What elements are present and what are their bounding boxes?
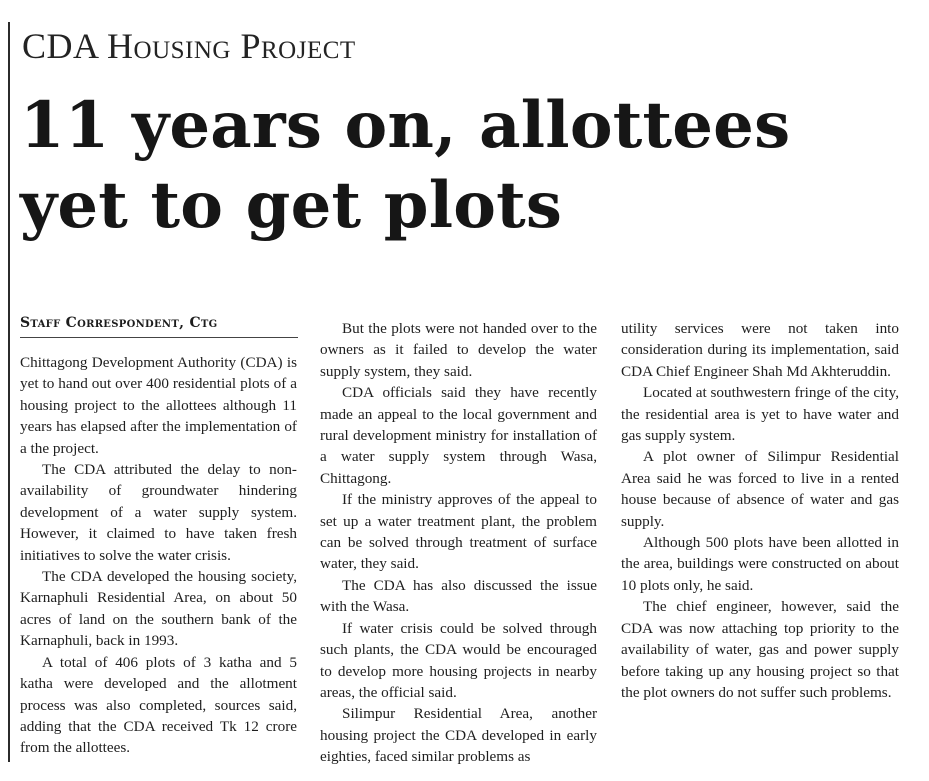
- article-paragraph: Chittagong Development Authority (CDA) is yet to hand out over 400 residential plots of a housing project to the allottees although 11 years has elapsed after the implementation of a the project.: [20, 354, 297, 457]
- article-paragraph: CDA officials said they have recently made an appeal to the local government and rural development ministry for installation of a water supply system through Wasa, Chittagong.: [320, 384, 597, 487]
- byline-divider: [20, 337, 298, 338]
- byline: Staff Correspondent, Ctg: [20, 315, 218, 331]
- article-paragraph: The chief engineer, however, said the CDA was now attaching top priority to the availability of water, gas and power supply before taking up any housing project so that the plot owners do not suffer such problems.: [621, 598, 899, 701]
- article-paragraph: utility services were not taken into consideration during its implementation, said CDA Chief Engineer Shah Md Akhteruddin.: [621, 320, 899, 380]
- headline: [20, 86, 910, 246]
- left-column-rule: [8, 22, 10, 762]
- article-column-1: [20, 352, 297, 759]
- headline-line: yet to get plots: [20, 168, 563, 243]
- article-column-3: [621, 318, 899, 703]
- top-margin: [10, 0, 906, 4]
- article-paragraph: Silimpur Residential Area, another housing project the CDA developed in early eighties, faced similar problems as: [320, 705, 597, 766]
- article-paragraph: The CDA has also discussed the issue with the Wasa.: [320, 576, 597, 616]
- article-paragraph: A total of 406 plots of 3 katha and 5 katha were developed and the allotment process was also completed, sources said, adding that the CDA received Tk 12 crore from the allottees.: [20, 653, 297, 757]
- article-paragraph: If the ministry approves of the appeal to set up a water treatment plant, the problem can be solved through treatment of surface water, they said.: [320, 491, 597, 573]
- article-paragraph: If water crisis could be solved through such plants, the CDA would be encouraged to develop more housing projects in nearby areas, the official said.: [320, 619, 597, 701]
- article-column-2: [320, 318, 597, 768]
- article-paragraph: The CDA developed the housing society, Karnaphuli Residential Area, on about 50 acres of land on the southern bank of the Karnaphuli, back in 1993.: [20, 568, 297, 650]
- section-kicker: CDA Housing Project: [22, 26, 356, 66]
- article-paragraph: But the plots were not handed over to the owners as it failed to develop the water supply system, they said.: [320, 320, 597, 380]
- article-paragraph: Located at southwestern fringe of the city, the residential area is yet to have water and gas supply system.: [621, 384, 899, 445]
- headline-line: 11 years on, allottees: [20, 88, 791, 163]
- article-paragraph: A plot owner of Silimpur Residential Area said he was forced to live in a rented house because of absence of water and gas supply.: [621, 448, 899, 530]
- article-paragraph: Although 500 plots have been allotted in the area, buildings were constructed on about 10 plots only, he said.: [621, 534, 899, 594]
- article-paragraph: The CDA attributed the delay to non-availability of groundwater hindering development of a water supply system. However, it claimed to have taken fresh initiatives to solve the water crisis.: [20, 461, 297, 564]
